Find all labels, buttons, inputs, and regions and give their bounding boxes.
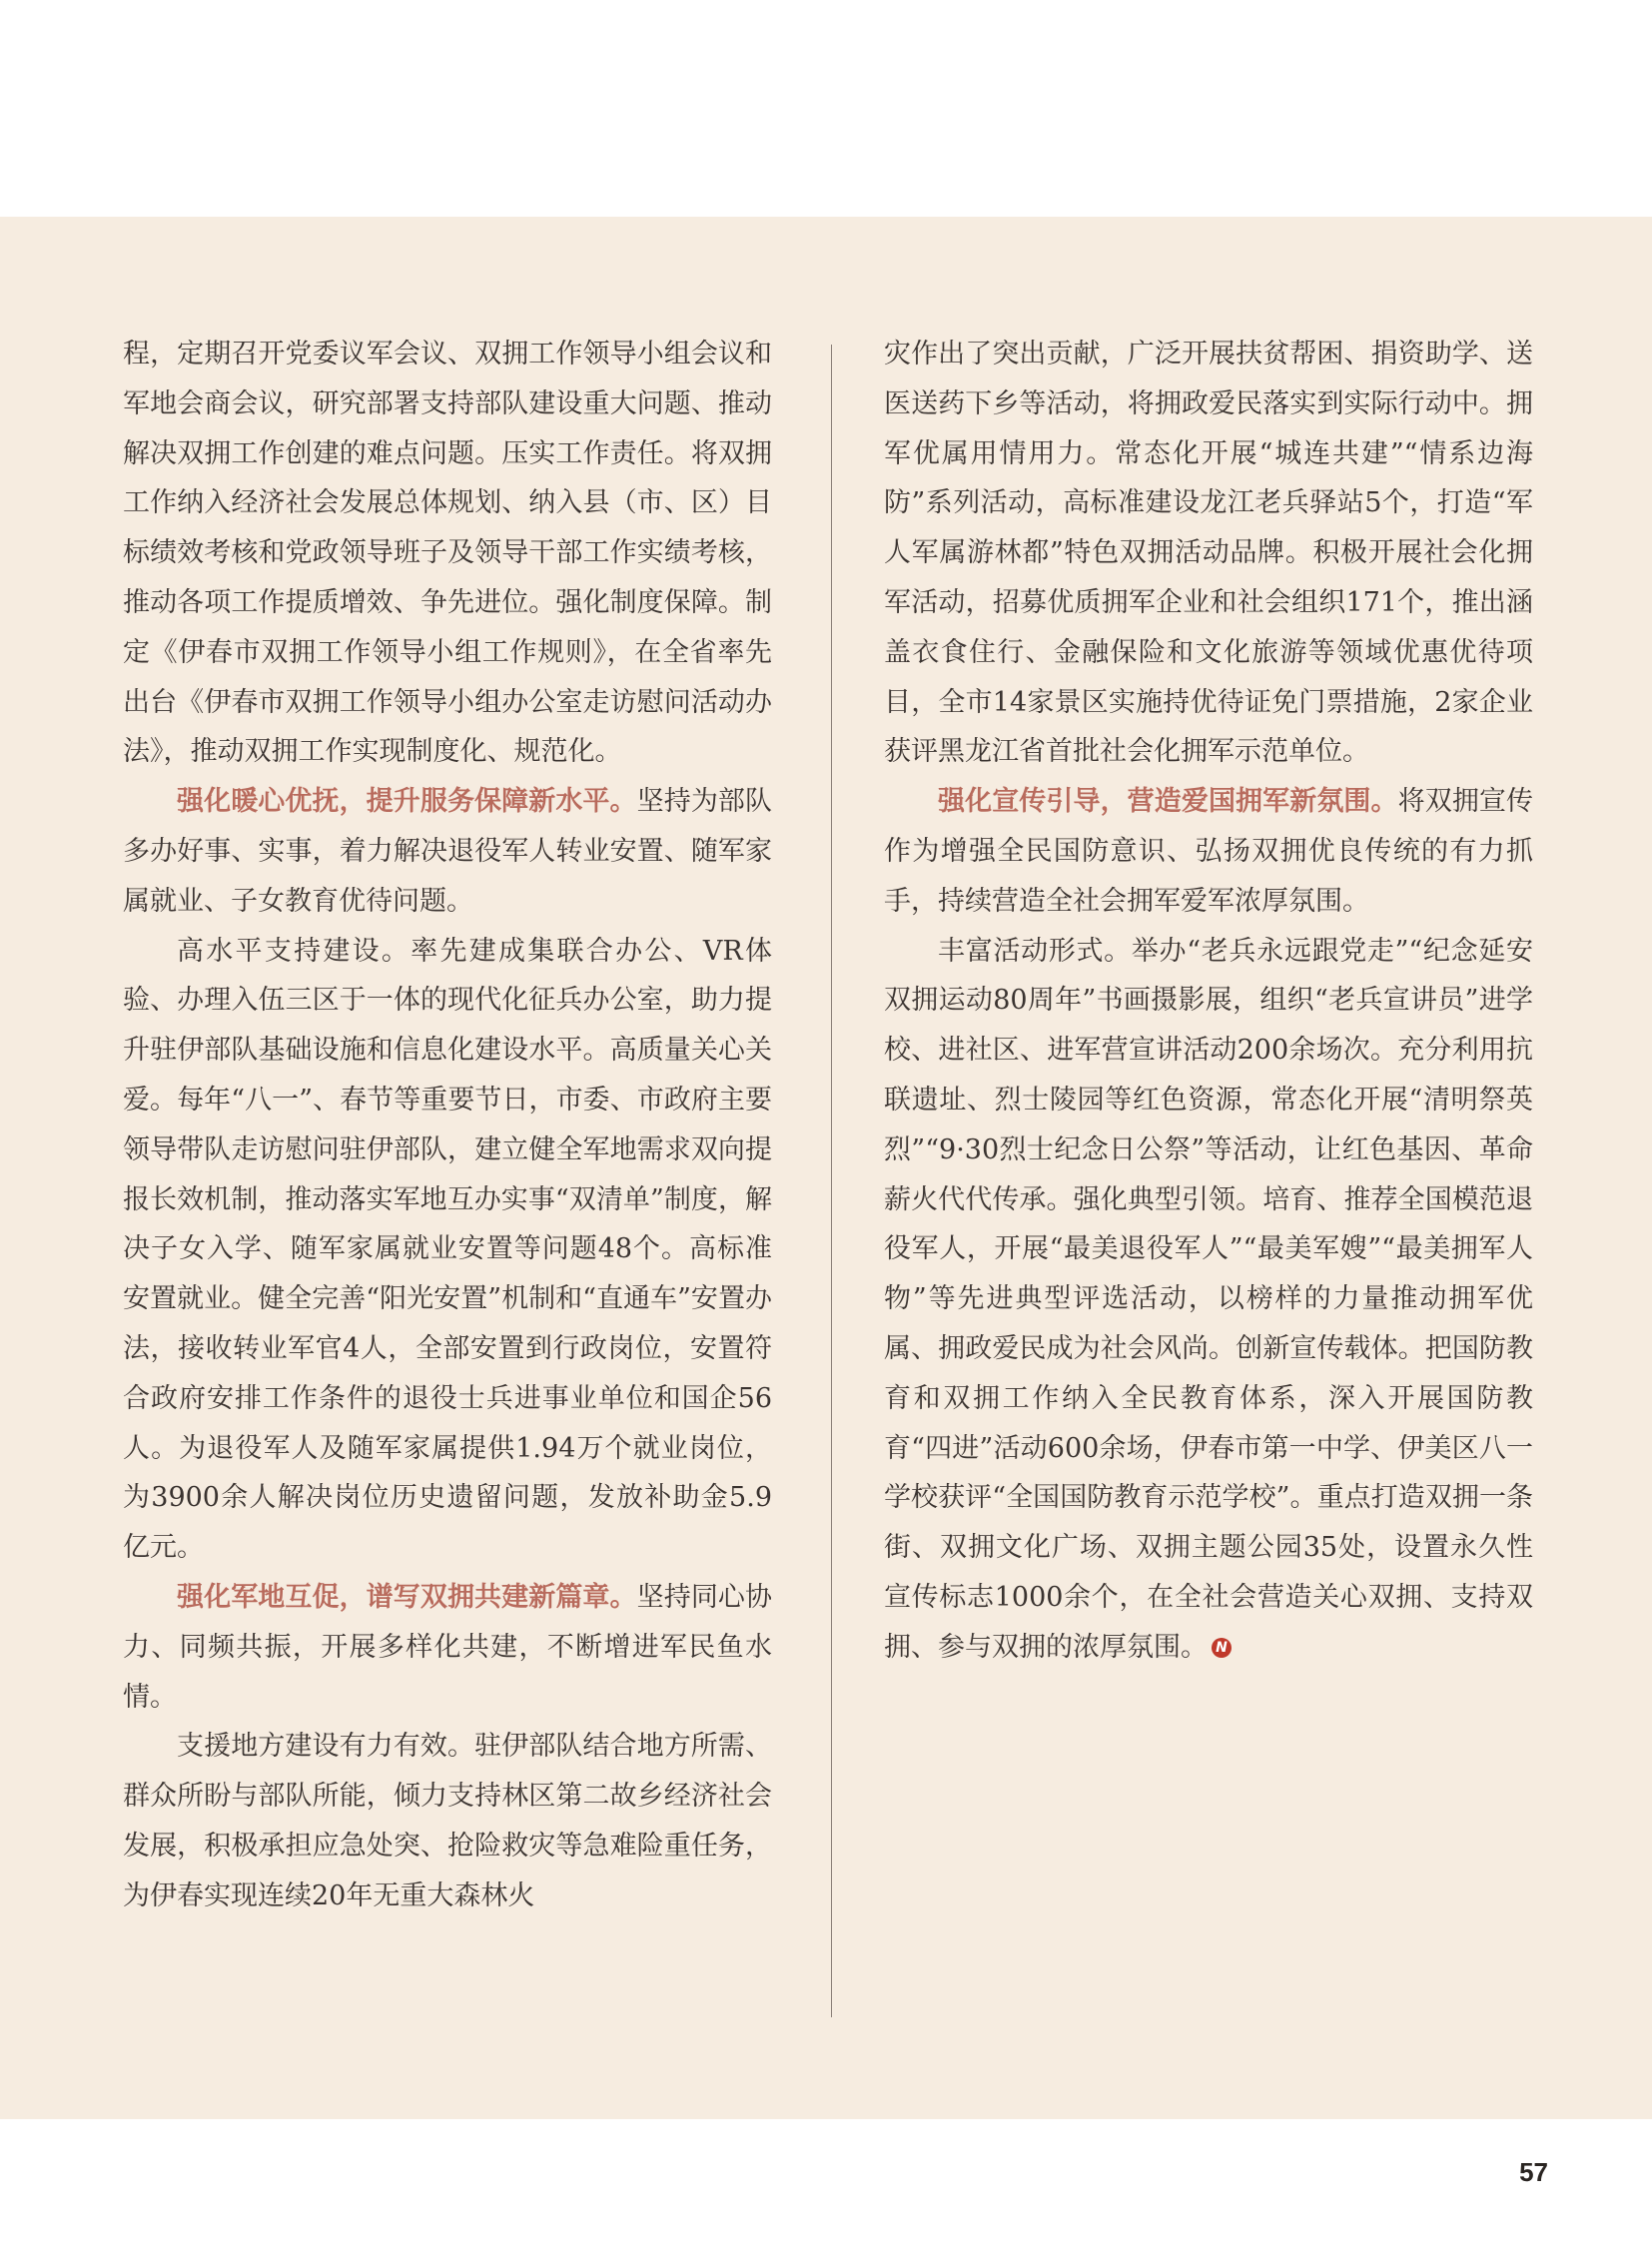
paragraph: 支援地方建设有力有效。驻伊部队结合地方所需、群众所盼与部队所能，倾力支持林区第二故乡经济社会发展，积极承担应急处突、抢险救灾等急难险重任务，为伊春实现连续20年无重大森林火	[123, 1731, 772, 1911]
end-mark-icon: N	[1212, 1638, 1232, 1658]
paragraph-text: 将双拥宣传作为增强全民国防意识、弘扬双拥优良传统的有力抓手，持续营造全社会拥军爱军浓厚氛围。	[884, 786, 1534, 917]
paragraph: 程，定期召开党委议军会议、双拥工作领导小组会议和军地会商会议，研究部署支持部队建设重大问题、推动解决双拥工作创建的难点问题。压实工作责任。将双拥工作纳入经济社会发展总体规划、纳入县（市、区）目标绩效考核和党政领导班子及领导干部工作实绩考核，推动各项工作提质增效、争先进位。强化制度保障。制定《伊春市双拥工作领导小组工作规则》，在全省率先出台《伊春市双拥工作领导小组办公室走访慰问活动办法》，推动双拥工作实现制度化、规范化。	[123, 339, 772, 768]
right-column	[884, 330, 1533, 1673]
paragraph-text: 坚持为部队多办好事、实事，着力解决退役军人转业安置、随军家属就业、子女教育优待问题。	[123, 786, 773, 917]
paragraph	[123, 777, 772, 926]
paragraph	[123, 1573, 772, 1722]
paragraph: 高水平支持建设。率先建成集联合办公、VR体验、办理入伍三区于一体的现代化征兵办公室，助力提升驻伊部队基础设施和信息化建设水平。高质量关心关爱。每年“八一”、春节等重要节日，市委、市政府主要领导带队走访慰问驻伊部队，建立健全军地需求双向提报长效机制，推动落实军地互办实事“双清单”制度，解决子女入学、随军家属就业安置等问题48个。高标准安置就业。健全完善“阳光安置”机制和“直通车”安置办法，接收转业军官4人，全部安置到行政岗位，安置符合政府安排工作条件的退役士兵进事业单位和国企56人。为退役军人及随军家属提供1.94万个就业岗位，为3900余人解决岗位历史遗留问题，发放补助金5.9亿元。	[123, 935, 772, 1564]
paragraph-text: 丰富活动形式。举办“老兵永远跟党走”“纪念延安双拥运动80周年”书画摄影展，组织“老兵宣讲员”进学校、进社区、进军营宣讲活动200余场次。充分利用抗联遗址、烈士陵园等红色资源，常态化开展“清明祭英烈”“9·30烈士纪念日公祭”等活动，让红色基因、革命薪火代代传承。强化典型引领。培育、推荐全国模范退役军人，开展“最美退役军人”“最美军嫂”“最美拥军人物”等先进典型评选活动，以榜样的力量推动拥军优属、拥政爱民成为社会风尚。创新宣传载体。把国防教育和双拥工作纳入全民教育体系，深入开展国防教育“四进”活动600余场，伊春市第一中学、伊美区八一学校获评“全国国防教育示范学校”。重点打造双拥一条街、双拥文化广场、双拥主题公园35处，设置永久性宣传标志1000余个，在全社会营造关心双拥、支持双拥、参与双拥的浓厚氛围。	[884, 935, 1533, 1663]
section-heading: 强化军地互促，谱写双拥共建新篇章。	[177, 1581, 637, 1613]
section-heading: 强化暖心优抚，提升服务保障新水平。	[177, 786, 637, 818]
paragraph-text: 坚持同心协力、同频共振，开展多样化共建，不断增进军民鱼水情。	[123, 1581, 773, 1713]
paragraph: 灾作出了突出贡献，广泛开展扶贫帮困、捐资助学、送医送药下乡等活动，将拥政爱民落实到实际行动中。拥军优属用情用力。常态化开展“城连共建”“情系边海防”系列活动，高标准建设龙江老兵驿站5个，打造“军人军属游林都”特色双拥活动品牌。积极开展社会化拥军活动，招募优质拥军企业和社会组织171个，推出涵盖衣食住行、金融保险和文化旅游等领域优惠优待项目，全市14家景区实施持优待证免门票措施，2家企业获评黑龙江省首批社会化拥军示范单位。	[884, 339, 1533, 768]
column-divider	[831, 345, 832, 2017]
paragraph	[884, 927, 1533, 1673]
section-heading: 强化宣传引导，营造爱国拥军新氛围。	[938, 786, 1398, 818]
paragraph	[884, 777, 1533, 926]
page-number: 57	[1519, 2157, 1548, 2187]
left-column	[123, 330, 772, 1921]
